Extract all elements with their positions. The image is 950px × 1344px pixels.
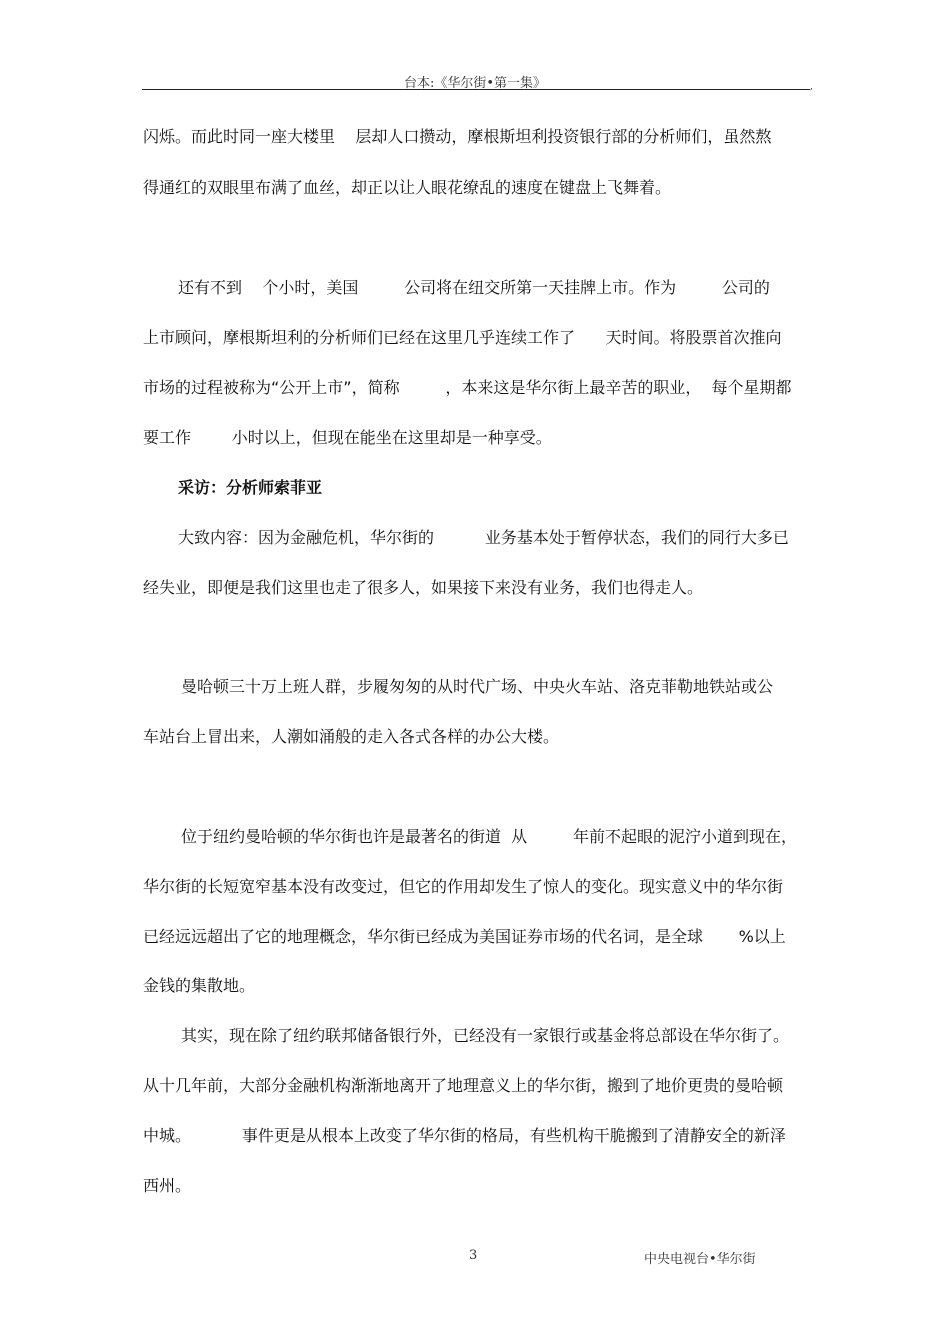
body-line: 大致内容：因为金融危机，华尔街的 业务基本处于暂停状态，我们的同行大多已 xyxy=(178,528,789,547)
body-line: 上市顾问，摩根斯坦利的分析师们已经在这里几乎连续工作了 天时间。将股票首次推向 xyxy=(143,328,782,347)
body-line: 中城。 事件更是从根本上改变了华尔街的格局，有些机构干脆搬到了清静安全的新泽 xyxy=(143,1126,786,1145)
header-rule xyxy=(142,89,810,90)
body-line: 其实，现在除了纽约联邦储备银行外，已经没有一家银行或基金将总部设在华尔街了。 xyxy=(181,1026,790,1045)
body-line: 西州。 xyxy=(143,1176,192,1195)
body-line: 经失业，即便是我们这里也走了很多人，如果接下来没有业务，我们也得走人。 xyxy=(143,578,704,597)
body-line: 车站台上冒出来，人潮如涌般的走入各式各样的办公大楼。 xyxy=(143,727,560,746)
body-line: 已经远远超出了它的地理概念，华尔街已经成为美国证券市场的代名词，是全球 %以上 xyxy=(143,927,786,946)
body-line: 位于纽约曼哈顿的华尔街也许是最著名的街道 从 年前不起眼的泥泞小道到现在， xyxy=(181,827,797,846)
body-line: 市场的过程被称为“公开上市”，简称 ，本来这是华尔街上最辛苦的职业， 每个星期都 xyxy=(143,378,792,397)
body-line: 得通红的双眼里布满了血丝，却正以让人眼花缭乱的速度在键盘上飞舞着。 xyxy=(143,178,672,197)
header-title: 台本:《华尔街•第一集》 xyxy=(403,76,547,91)
footer-channel: 中央电视台•华尔街 xyxy=(644,1252,756,1267)
body-line: 华尔街的长短宽窄基本没有改变过，但它的作用却发生了惊人的变化。现实意义中的华尔街 xyxy=(143,877,784,896)
body-line: 闪烁。而此时同一座大楼里 层却人口攒动，摩根斯坦利投资银行部的分析师们，虽然熬 xyxy=(143,127,772,146)
interview-heading: 采访：分析师索菲亚 xyxy=(178,478,323,497)
body-line: 还有不到 个小时，美国 公司将在纽交所第一天挂牌上市。作为 公司的 xyxy=(178,278,770,297)
body-line: 曼哈顿三十万上班人群，步履匆匆的从时代广场、中央火车站、洛克菲勒地铁站或公 xyxy=(181,677,774,696)
page-number: 3 xyxy=(469,1248,478,1263)
header-mark: , xyxy=(810,82,813,92)
body-line: 要工作 小时以上，但现在能坐在这里却是一种享受。 xyxy=(143,428,552,447)
body-line: 从十几年前，大部分金融机构渐渐地离开了地理意义上的华尔街，搬到了地价更贵的曼哈顿 xyxy=(143,1076,784,1095)
body-line: 金钱的集散地。 xyxy=(143,976,256,995)
